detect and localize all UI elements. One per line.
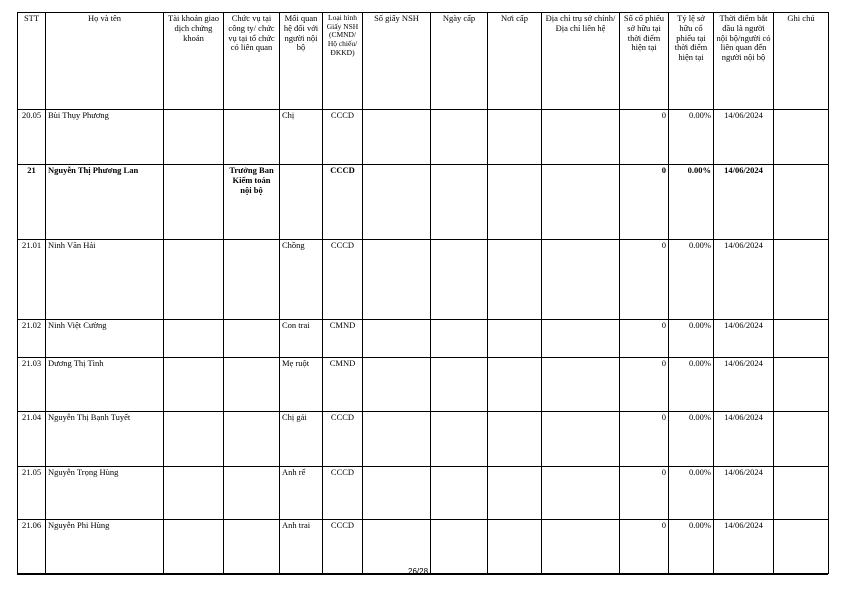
shares-cell: 0 <box>620 520 669 574</box>
relation-cell: Mẹ ruột <box>280 358 323 412</box>
ratio-cell: 0.00% <box>669 358 714 412</box>
ratio-cell: 0.00% <box>669 412 714 467</box>
stt-cell: 21.03 <box>18 358 46 412</box>
relation-cell: Anh trai <box>280 520 323 574</box>
position-cell <box>224 358 280 412</box>
page-number: 26/28 <box>408 567 429 576</box>
table-row <box>18 165 829 240</box>
stt-cell: 21.05 <box>18 467 46 520</box>
address-cell <box>542 412 620 467</box>
header-issue-place: Nơi cấp <box>488 13 542 110</box>
table-row <box>18 412 829 467</box>
account-cell <box>164 110 224 165</box>
doc-no-cell <box>363 110 431 165</box>
account-cell <box>164 412 224 467</box>
note-cell <box>774 240 829 320</box>
header-shares: Số cổ phiếu sở hữu tại thời điểm hiện tại <box>620 13 669 110</box>
table-row <box>18 320 829 358</box>
position-cell: Trưởng Ban Kiểm toán nội bộ <box>224 165 280 240</box>
issue-date-cell <box>431 165 488 240</box>
start-date-cell: 14/06/2024 <box>714 110 774 165</box>
doc-no-cell <box>363 520 431 574</box>
note-cell <box>774 320 829 358</box>
header-start-date: Thời điểm bắt đầu là người nội bộ/người có liên quan đến người nội bộ <box>714 13 774 110</box>
header-ratio: Tỷ lệ sở hữu cổ phiếu tại thời điểm hiện tại <box>669 13 714 110</box>
header-account: Tài khoản giao dịch chứng khoán <box>164 13 224 110</box>
issue-place-cell <box>488 467 542 520</box>
shares-cell: 0 <box>620 358 669 412</box>
issue-place-cell <box>488 320 542 358</box>
start-date-cell: 14/06/2024 <box>714 320 774 358</box>
address-cell <box>542 165 620 240</box>
issue-date-cell <box>431 320 488 358</box>
start-date-cell: 14/06/2024 <box>714 358 774 412</box>
doc-type-cell: CCCD <box>323 240 363 320</box>
position-cell <box>224 240 280 320</box>
ratio-cell: 0.00% <box>669 165 714 240</box>
issue-place-cell <box>488 165 542 240</box>
header-row <box>18 13 829 110</box>
position-cell <box>224 467 280 520</box>
start-date-cell: 14/06/2024 <box>714 520 774 574</box>
stt-cell: 21.06 <box>18 520 46 574</box>
issue-place-cell <box>488 240 542 320</box>
name-cell: Nguyễn Trọng Hùng <box>46 467 164 520</box>
shares-cell: 0 <box>620 240 669 320</box>
shares-cell: 0 <box>620 412 669 467</box>
name-cell: Nguyễn Phi Hùng <box>46 520 164 574</box>
relation-cell: Anh rể <box>280 467 323 520</box>
doc-type-cell: CCCD <box>323 165 363 240</box>
account-cell <box>164 467 224 520</box>
issue-date-cell <box>431 412 488 467</box>
relation-cell: Chồng <box>280 240 323 320</box>
relation-cell: Con trai <box>280 320 323 358</box>
issue-date-cell <box>431 240 488 320</box>
header-position: Chức vụ tại công ty/ chức vụ tại tổ chức có liên quan <box>224 13 280 110</box>
doc-type-cell: CMND <box>323 358 363 412</box>
address-cell <box>542 110 620 165</box>
position-cell <box>224 110 280 165</box>
shares-cell: 0 <box>620 165 669 240</box>
name-cell: Nguyễn Thị Bạnh Tuyết <box>46 412 164 467</box>
header-issue-date: Ngày cấp <box>431 13 488 110</box>
doc-no-cell <box>363 358 431 412</box>
position-cell <box>224 320 280 358</box>
address-cell <box>542 467 620 520</box>
doc-no-cell <box>363 412 431 467</box>
ratio-cell: 0.00% <box>669 467 714 520</box>
doc-type-cell: CCCD <box>323 520 363 574</box>
name-cell: Ninh Việt Cường <box>46 320 164 358</box>
relation-cell: Chị <box>280 110 323 165</box>
doc-no-cell <box>363 165 431 240</box>
relation-cell <box>280 165 323 240</box>
name-cell: Bùi Thụy Phương <box>46 110 164 165</box>
issue-date-cell <box>431 467 488 520</box>
position-cell <box>224 520 280 574</box>
issue-date-cell <box>431 358 488 412</box>
header-note: Ghi chú <box>774 13 829 110</box>
issue-place-cell <box>488 520 542 574</box>
header-doc-type: Loại hình Giấy NSH (CMND/ Hộ chiếu/ ĐKKD) <box>323 13 363 110</box>
issue-date-cell <box>431 110 488 165</box>
header-stt: STT <box>18 13 46 110</box>
note-cell <box>774 412 829 467</box>
account-cell <box>164 520 224 574</box>
doc-type-cell: CMND <box>323 320 363 358</box>
shares-cell: 0 <box>620 110 669 165</box>
account-cell <box>164 320 224 358</box>
issue-date-cell <box>431 520 488 574</box>
ratio-cell: 0.00% <box>669 320 714 358</box>
header-address: Địa chỉ trụ sở chính/Địa chỉ liên hệ <box>542 13 620 110</box>
name-cell: Ninh Văn Hải <box>46 240 164 320</box>
doc-type-cell: CCCD <box>323 467 363 520</box>
start-date-cell: 14/06/2024 <box>714 165 774 240</box>
note-cell <box>774 358 829 412</box>
position-cell <box>224 412 280 467</box>
account-cell <box>164 240 224 320</box>
start-date-cell: 14/06/2024 <box>714 412 774 467</box>
doc-no-cell <box>363 240 431 320</box>
relation-cell: Chị gái <box>280 412 323 467</box>
shares-cell: 0 <box>620 467 669 520</box>
table-row <box>18 358 829 412</box>
stt-cell: 20.05 <box>18 110 46 165</box>
account-cell <box>164 358 224 412</box>
issue-place-cell <box>488 358 542 412</box>
ratio-cell: 0.00% <box>669 520 714 574</box>
account-cell <box>164 165 224 240</box>
note-cell <box>774 165 829 240</box>
table-row <box>18 110 829 165</box>
doc-type-cell: CCCD <box>323 412 363 467</box>
address-cell <box>542 520 620 574</box>
note-cell <box>774 110 829 165</box>
ratio-cell: 0.00% <box>669 110 714 165</box>
ratio-cell: 0.00% <box>669 240 714 320</box>
start-date-cell: 14/06/2024 <box>714 240 774 320</box>
doc-type-cell: CCCD <box>323 110 363 165</box>
shares-cell: 0 <box>620 320 669 358</box>
start-date-cell: 14/06/2024 <box>714 467 774 520</box>
stt-cell: 21.01 <box>18 240 46 320</box>
note-cell <box>774 467 829 520</box>
address-cell <box>542 358 620 412</box>
name-cell: Dương Thị Tình <box>46 358 164 412</box>
insider-table <box>17 12 829 574</box>
issue-place-cell <box>488 412 542 467</box>
stt-cell: 21.02 <box>18 320 46 358</box>
address-cell <box>542 240 620 320</box>
doc-no-cell <box>363 467 431 520</box>
header-name: Họ và tên <box>46 13 164 110</box>
header-relation: Mối quan hệ đối với người nội bộ <box>280 13 323 110</box>
stt-cell: 21.04 <box>18 412 46 467</box>
doc-no-cell <box>363 320 431 358</box>
address-cell <box>542 320 620 358</box>
table-row <box>18 520 829 574</box>
table-row <box>18 467 829 520</box>
note-cell <box>774 520 829 574</box>
table-row <box>18 240 829 320</box>
header-doc-no: Số giấy NSH <box>363 13 431 110</box>
name-cell: Nguyễn Thị Phương Lan <box>46 165 164 240</box>
stt-cell: 21 <box>18 165 46 240</box>
issue-place-cell <box>488 110 542 165</box>
